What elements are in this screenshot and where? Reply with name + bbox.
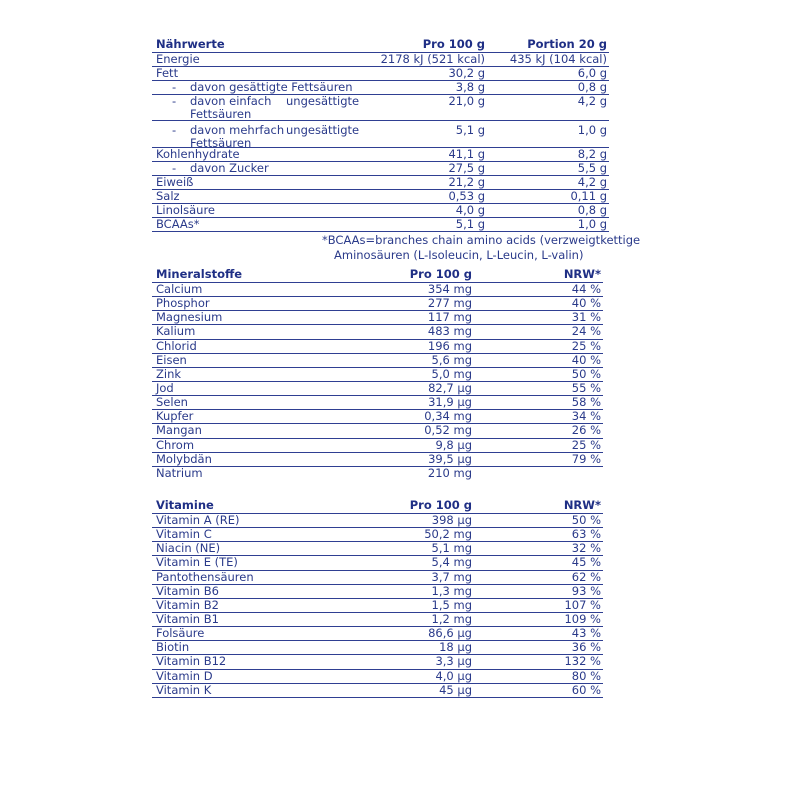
table-row xyxy=(152,283,603,297)
row-label: Magnesium xyxy=(156,310,223,325)
row-value-pro100g: 27,5 g xyxy=(448,161,485,175)
row-value-pro100g: 354 mg xyxy=(427,282,472,296)
row-label: Eisen xyxy=(156,352,187,367)
row-value-portion: 8,2 g xyxy=(577,147,607,161)
table-row xyxy=(152,148,609,162)
row-label: Kupfer xyxy=(156,409,194,424)
row-dash: - xyxy=(172,123,177,137)
row-value-portion: 4,2 g xyxy=(577,175,607,189)
row-value-portion: 6,0 g xyxy=(577,66,607,80)
row-value-pro100g: 5,1 g xyxy=(455,217,485,231)
row-value-nrw: 25 % xyxy=(571,338,601,353)
row-label-part1: davon einfach xyxy=(190,94,272,108)
row-label: Linolsäure xyxy=(156,203,215,217)
table-row xyxy=(152,396,603,410)
vitamine-header-nrw: NRW* xyxy=(563,498,601,512)
row-value-pro100g: 117 mg xyxy=(427,310,472,325)
row-value-pro100g: 0,34 mg xyxy=(424,409,472,424)
table-row xyxy=(152,354,603,368)
row-label: Mangan xyxy=(156,423,202,438)
table-row xyxy=(152,190,609,204)
table-row xyxy=(152,453,603,467)
table-row xyxy=(152,585,603,599)
table-row xyxy=(152,121,609,148)
row-value-pro100g: 3,3 µg xyxy=(435,654,472,669)
row-value-pro100g: 3,8 g xyxy=(455,80,485,94)
mineralstoffe-header-row xyxy=(152,268,603,283)
row-value-nrw: 62 % xyxy=(571,569,601,584)
row-label: Vitamin C xyxy=(156,527,212,542)
naehrwerte-header-portion: Portion 20 g xyxy=(527,37,607,51)
row-value-nrw: 43 % xyxy=(571,626,601,641)
table-row xyxy=(152,67,609,81)
row-value-pro100g: 9,8 µg xyxy=(435,437,472,452)
row-value-nrw: 107 % xyxy=(564,597,601,612)
row-value-nrw: 132 % xyxy=(564,654,601,669)
row-value-pro100g: 4,0 µg xyxy=(435,668,472,683)
table-row xyxy=(152,311,603,325)
row-value-nrw: 50 % xyxy=(571,513,601,527)
table-row xyxy=(152,613,603,627)
row-label: davon Zucker xyxy=(190,161,269,175)
row-label: Folsäure xyxy=(156,626,205,641)
row-value-nrw: 40 % xyxy=(571,296,601,311)
row-label: Fett xyxy=(156,66,179,80)
table-row xyxy=(152,176,609,190)
bcaa-footnote-line2: Aminosäuren (L-Isoleucin, L-Leucin, L-valin) xyxy=(334,248,584,262)
row-value-pro100g: 18 µg xyxy=(439,640,472,655)
table-row xyxy=(152,528,603,542)
row-label: Vitamin B2 xyxy=(156,597,219,612)
row-label: Niacin (NE) xyxy=(156,541,221,556)
row-value-pro100g: 41,1 g xyxy=(448,147,485,161)
row-label: Kalium xyxy=(156,324,196,339)
row-value-nrw: 31 % xyxy=(571,310,601,325)
row-value-nrw: 58 % xyxy=(571,395,601,410)
row-dash: - xyxy=(172,94,177,108)
row-value-portion: 435 kJ (104 kcal) xyxy=(509,52,607,66)
row-value-pro100g: 0,53 g xyxy=(448,189,485,203)
naehrwerte-header-label: Nährwerte xyxy=(156,37,225,51)
row-label: Chrom xyxy=(156,437,195,452)
row-label: Molybdän xyxy=(156,451,212,466)
row-label-part2: ungesättigte xyxy=(286,123,360,137)
table-row xyxy=(152,368,603,382)
row-label: Biotin xyxy=(156,640,190,655)
row-value-pro100g: 82,7 µg xyxy=(428,380,472,395)
table-row xyxy=(152,218,609,232)
bcaa-footnote-line1: *BCAAs=branches chain amino acids (verzweigtkettige xyxy=(322,233,641,247)
table-row xyxy=(152,627,603,641)
row-label: Vitamin K xyxy=(156,682,212,697)
row-value-pro100g: 30,2 g xyxy=(448,66,485,80)
row-value-nrw: 44 % xyxy=(571,282,601,296)
naehrwerte-header-pro100g: Pro 100 g xyxy=(422,37,485,51)
table-row xyxy=(152,655,603,669)
row-label: Eiweiß xyxy=(156,175,194,189)
table-row xyxy=(152,684,603,698)
row-value-nrw: 63 % xyxy=(571,527,601,542)
row-value-pro100g: 31,9 µg xyxy=(428,395,472,410)
row-value-nrw: 40 % xyxy=(571,352,601,367)
row-value-pro100g: 210 mg xyxy=(427,465,472,480)
mineralstoffe-header-nrw: NRW* xyxy=(563,267,601,281)
table-row xyxy=(152,204,609,218)
row-value-nrw: 80 % xyxy=(571,668,601,683)
table-row xyxy=(152,382,603,396)
row-value-pro100g: 50,2 mg xyxy=(424,527,472,542)
table-row xyxy=(152,542,603,556)
row-value-nrw: 45 % xyxy=(571,555,601,570)
row-label: davon gesättigte Fettsäuren xyxy=(190,80,353,94)
row-value-portion: 4,2 g xyxy=(577,94,607,108)
table-row xyxy=(152,340,603,354)
table-row xyxy=(152,439,603,453)
row-value-pro100g: 0,52 mg xyxy=(424,423,472,438)
row-value-pro100g: 1,3 mg xyxy=(431,583,472,598)
row-value-pro100g: 5,1 g xyxy=(455,123,485,137)
row-value-nrw: 79 % xyxy=(571,451,601,466)
row-label: BCAAs* xyxy=(156,217,200,231)
row-value-pro100g: 196 mg xyxy=(427,338,472,353)
row-value-nrw: 25 % xyxy=(571,437,601,452)
vitamine-header-pro100g: Pro 100 g xyxy=(409,498,472,512)
row-label: Selen xyxy=(156,395,188,410)
row-label-part1: davon mehrfach xyxy=(190,123,285,137)
table-row xyxy=(152,670,603,684)
row-value-pro100g: 21,2 g xyxy=(448,175,485,189)
row-value-portion: 5,5 g xyxy=(577,161,607,175)
row-label: Jod xyxy=(156,380,174,395)
row-dash: - xyxy=(172,161,177,175)
table-row xyxy=(152,325,603,339)
row-label: Pantothensäuren xyxy=(156,569,254,584)
row-value-pro100g: 398 µg xyxy=(431,513,472,527)
row-value-nrw: 34 % xyxy=(571,409,601,424)
table-row xyxy=(152,467,603,481)
row-label-part2: ungesättigte xyxy=(286,94,360,108)
table-row xyxy=(152,162,609,176)
row-label: Salz xyxy=(156,189,180,203)
row-value-pro100g: 21,0 g xyxy=(448,94,485,108)
table-row xyxy=(152,556,603,570)
row-label: Calcium xyxy=(156,282,203,296)
row-value-portion: 0,11 g xyxy=(570,189,607,203)
row-label: Kohlenhydrate xyxy=(156,147,240,161)
row-value-nrw: 36 % xyxy=(571,640,601,655)
row-label-part3: Fettsäuren xyxy=(190,107,252,121)
row-value-nrw: 26 % xyxy=(571,423,601,438)
row-value-pro100g: 2178 kJ (521 kcal) xyxy=(380,52,485,66)
row-value-pro100g: 5,6 mg xyxy=(431,352,472,367)
row-label: Phosphor xyxy=(156,296,210,311)
table-row xyxy=(152,95,609,121)
row-value-portion: 0,8 g xyxy=(577,80,607,94)
vitamine-table xyxy=(152,499,603,698)
naehrwerte-table xyxy=(152,38,609,232)
table-row xyxy=(152,599,603,613)
table-row xyxy=(152,424,603,438)
row-label: Vitamin E (TE) xyxy=(156,555,238,570)
mineralstoffe-header-pro100g: Pro 100 g xyxy=(409,267,472,281)
row-label: Vitamin D xyxy=(156,668,213,683)
row-label: Vitamin B6 xyxy=(156,583,219,598)
row-value-pro100g: 5,0 mg xyxy=(431,366,472,381)
row-value-nrw: 24 % xyxy=(571,324,601,339)
row-value-pro100g: 1,5 mg xyxy=(431,597,472,612)
row-value-pro100g: 483 mg xyxy=(427,324,472,339)
row-value-portion: 0,8 g xyxy=(577,203,607,217)
row-label: Vitamin B1 xyxy=(156,611,219,626)
table-row xyxy=(152,297,603,311)
row-label-part3: Fettsäuren xyxy=(190,136,252,150)
row-value-pro100g: 86,6 µg xyxy=(428,626,472,641)
row-value-pro100g: 3,7 mg xyxy=(431,569,472,584)
table-row xyxy=(152,514,603,528)
row-value-nrw: 93 % xyxy=(571,583,601,598)
row-value-nrw: 109 % xyxy=(564,611,601,626)
row-dash: - xyxy=(172,80,177,94)
vitamine-header-row xyxy=(152,499,603,514)
row-value-pro100g: 39,5 µg xyxy=(428,451,472,466)
naehrwerte-header-row xyxy=(152,38,609,53)
mineralstoffe-header-label: Mineralstoffe xyxy=(156,267,243,281)
row-value-nrw: 55 % xyxy=(571,380,601,395)
row-label: Vitamin B12 xyxy=(156,654,227,669)
row-value-nrw: 50 % xyxy=(571,366,601,381)
mineralstoffe-table xyxy=(152,268,603,481)
table-row xyxy=(152,641,603,655)
table-row xyxy=(152,53,609,67)
row-value-nrw: 60 % xyxy=(571,682,601,697)
row-value-portion: 1,0 g xyxy=(577,123,607,137)
table-row xyxy=(152,410,603,424)
row-value-portion: 1,0 g xyxy=(577,217,607,231)
row-label: Vitamin A (RE) xyxy=(156,513,240,527)
row-label: Energie xyxy=(156,52,200,66)
row-value-pro100g: 5,1 mg xyxy=(431,541,472,556)
vitamine-header-label: Vitamine xyxy=(156,498,214,512)
row-label: Natrium xyxy=(156,465,203,480)
row-value-pro100g: 277 mg xyxy=(427,296,472,311)
row-value-pro100g: 4,0 g xyxy=(455,203,485,217)
table-row xyxy=(152,571,603,585)
table-row xyxy=(152,81,609,95)
row-value-pro100g: 5,4 mg xyxy=(431,555,472,570)
row-label: Chlorid xyxy=(156,338,197,353)
row-value-pro100g: 45 µg xyxy=(439,682,472,697)
row-label: Zink xyxy=(156,366,182,381)
row-value-nrw: 32 % xyxy=(571,541,601,556)
row-value-pro100g: 1,2 mg xyxy=(431,611,472,626)
